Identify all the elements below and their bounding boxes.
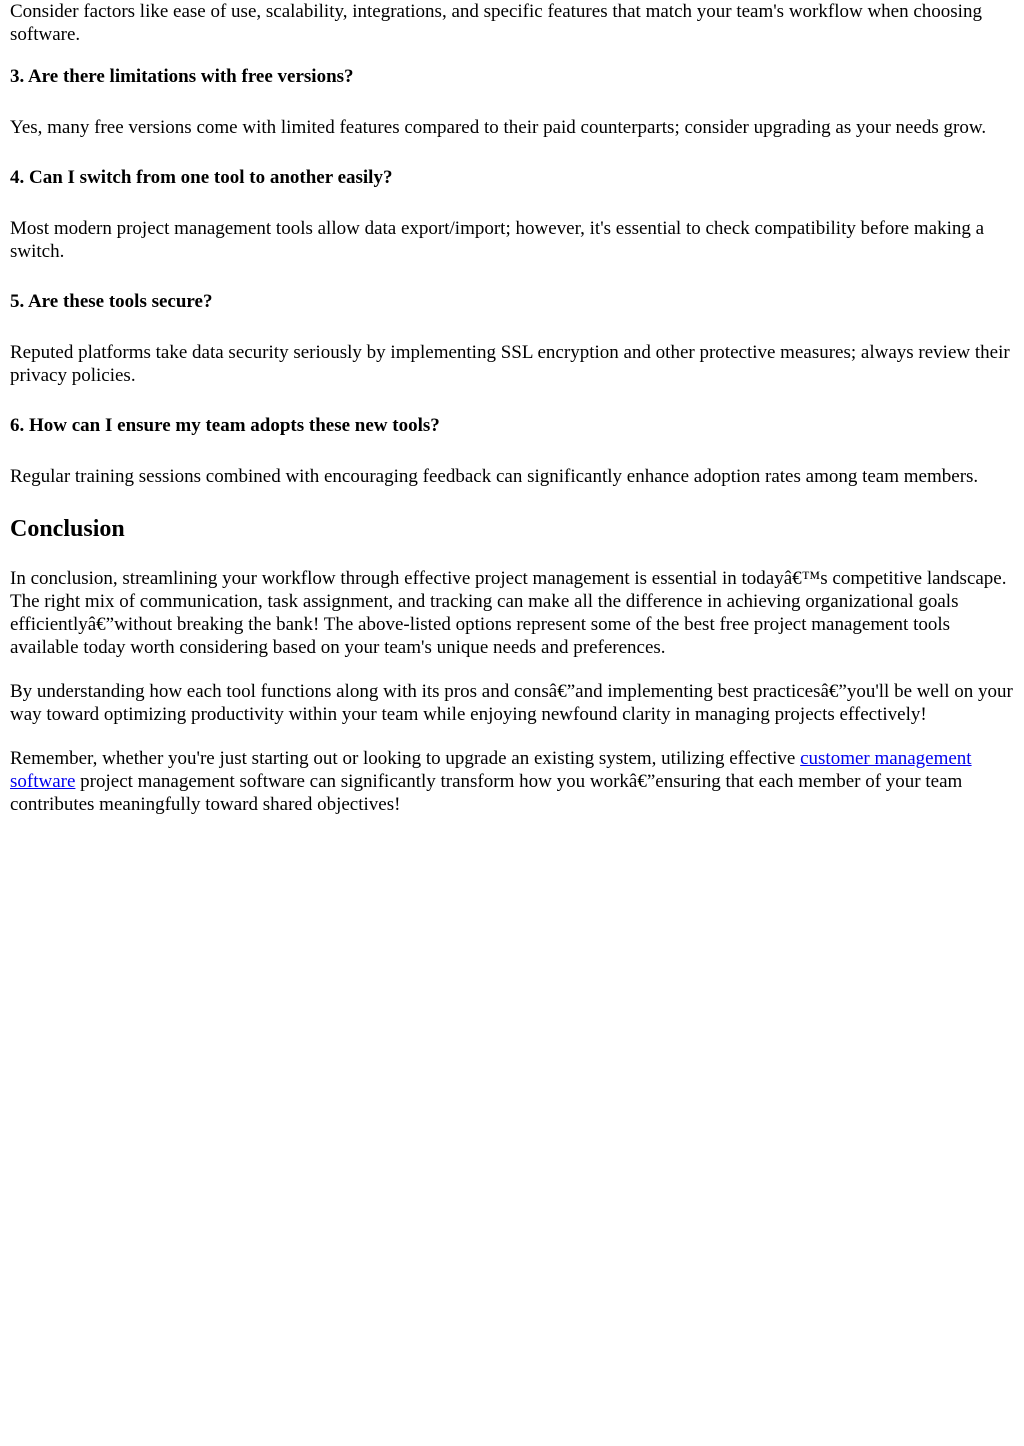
faq-answer: Reputed platforms take data security seriously by implementing SSL encryption and other protective measures; always review their privacy policies. — [10, 342, 1010, 386]
faq-item-5 — [10, 290, 1014, 387]
faq-question: 4. Can I switch from one tool to another easily? — [10, 167, 393, 188]
customer-management-software-link[interactable]: customer management software — [10, 748, 972, 792]
conclusion-section — [10, 515, 1014, 816]
conclusion-paragraph-1: In conclusion, streamlining your workflow through effective project management is essential in todayâ€™s competitive landscape. The right mix of communication, task assignment, and tracking can make all the difference in achieving organizational goals efficientlyâ€”without breaking the bank! The above-listed options represent some of the best free project management tools available today worth considering based on your team's unique needs and preferences. — [10, 568, 1007, 658]
faq-item-4 — [10, 166, 1014, 263]
conclusion-paragraph-3 — [10, 747, 1014, 816]
conclusion-paragraph-2: By understanding how each tool functions along with its pros and consâ€”and implementing best practicesâ€”you'll be well on your way toward optimizing productivity within your team while enjoying newfound clarity in managing projects effectively! — [10, 681, 1013, 725]
faq-item-3 — [10, 65, 1014, 139]
faq-question: 5. Are these tools secure? — [10, 291, 213, 312]
conclusion-heading: Conclusion — [10, 516, 125, 542]
faq-answer: Yes, many free versions come with limited features compared to their paid counterparts; consider upgrading as your needs grow. — [10, 117, 987, 138]
faq-answer: Most modern project management tools allow data export/import; however, it's essential to check compatibility before making a switch. — [10, 218, 985, 262]
paragraph-text-before-link: Remember, whether you're just starting out or looking to upgrade an existing system, utilizing effective — [10, 748, 801, 769]
paragraph-text-after-link: project management software can significantly transform how you workâ€”ensuring that each member of your team contributes meaningfully toward shared objectives! — [10, 771, 963, 815]
faq-item-6 — [10, 414, 1014, 488]
intro-paragraph: Consider factors like ease of use, scalability, integrations, and specific features that match your team's workflow when choosing software. — [10, 1, 982, 45]
faq-answer: Regular training sessions combined with encouraging feedback can significantly enhance adoption rates among team members. — [10, 466, 979, 487]
faq-question: 6. How can I ensure my team adopts these new tools? — [10, 415, 440, 436]
faq-question: 3. Are there limitations with free versions? — [10, 66, 354, 87]
